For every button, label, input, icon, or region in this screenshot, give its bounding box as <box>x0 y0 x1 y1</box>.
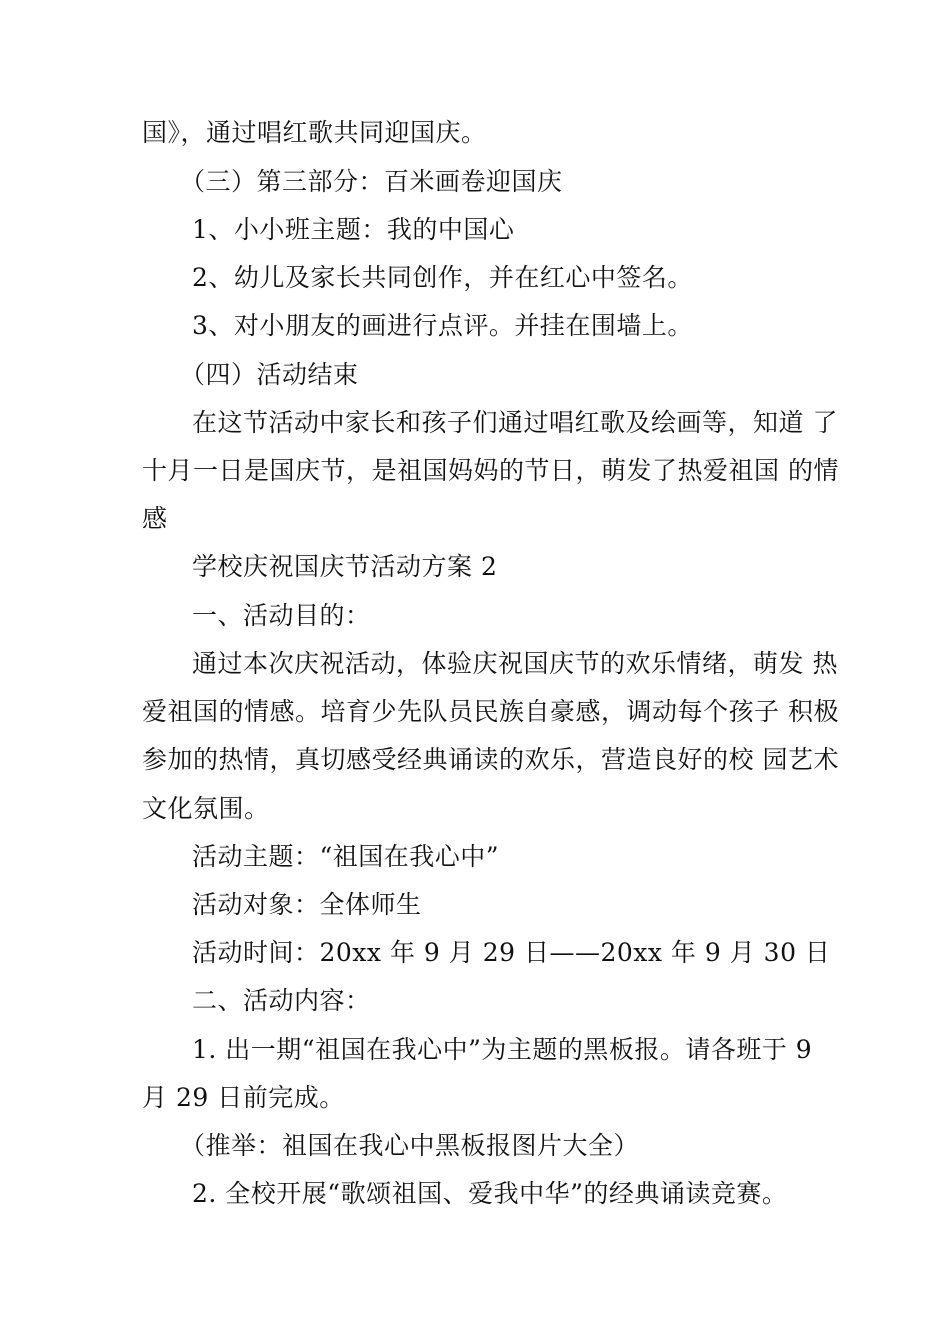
paragraph-purpose-line-2: 爱祖国的情感。培育少先队员民族自豪感，调动每个孩子 积极 <box>142 697 839 726</box>
content-item-2: 2. 全校开展“歌颂祖国、爱我中华”的经典诵读竞赛。 <box>192 1179 788 1208</box>
paragraph-purpose-line-4: 文化氛围。 <box>142 794 270 823</box>
activity-time: 活动时间：20xx 年 9 月 29 日——20xx 年 9 月 30 日 <box>192 938 831 967</box>
paragraph-summary-line-1: 在这节活动中家长和孩子们通过唱红歌及绘画等，知道 了 <box>192 408 838 437</box>
paragraph-summary-line-3: 感 <box>142 504 168 533</box>
list-item-2: 2、幼儿及家长共同创作，并在红心中签名。 <box>192 263 693 292</box>
content-item-1-line-2: 月 29 日前完成。 <box>142 1083 345 1112</box>
list-item-1: 1、小小班主题：我的中国心 <box>192 215 515 244</box>
paragraph-purpose-line-3: 参加的热情，真切感受经典诵读的欢乐，营造良好的校 园艺术 <box>142 745 839 774</box>
section-heading-purpose: 一、活动目的： <box>192 601 371 630</box>
section-heading-part-three: （三）第三部分：百米画卷迎国庆 <box>180 167 563 196</box>
activity-theme: 活动主题：“祖国在我心中” <box>192 842 500 871</box>
section-heading-part-four: （四）活动结束 <box>180 360 359 389</box>
content-item-1-line-1: 1. 出一期“祖国在我心中”为主题的黑板报。请各班于 9 <box>192 1035 813 1064</box>
section-heading-content: 二、活动内容： <box>192 986 371 1015</box>
activity-audience: 活动对象：全体师生 <box>192 890 422 919</box>
recommendation-note: （推举：祖国在我心中黑板报图片大全） <box>180 1131 640 1160</box>
text-line-continuation: 国》，通过唱红歌共同迎国庆。 <box>142 118 487 147</box>
plan-title: 学校庆祝国庆节活动方案 2 <box>192 552 498 581</box>
paragraph-summary-line-2: 十月一日是国庆节，是祖国妈妈的节日，萌发了热爱祖国 的情 <box>142 456 839 485</box>
list-item-3: 3、对小朋友的画进行点评。并挂在围墙上。 <box>192 311 693 340</box>
paragraph-purpose-line-1: 通过本次庆祝活动，体验庆祝国庆节的欢乐情绪，萌发 热 <box>192 649 838 678</box>
